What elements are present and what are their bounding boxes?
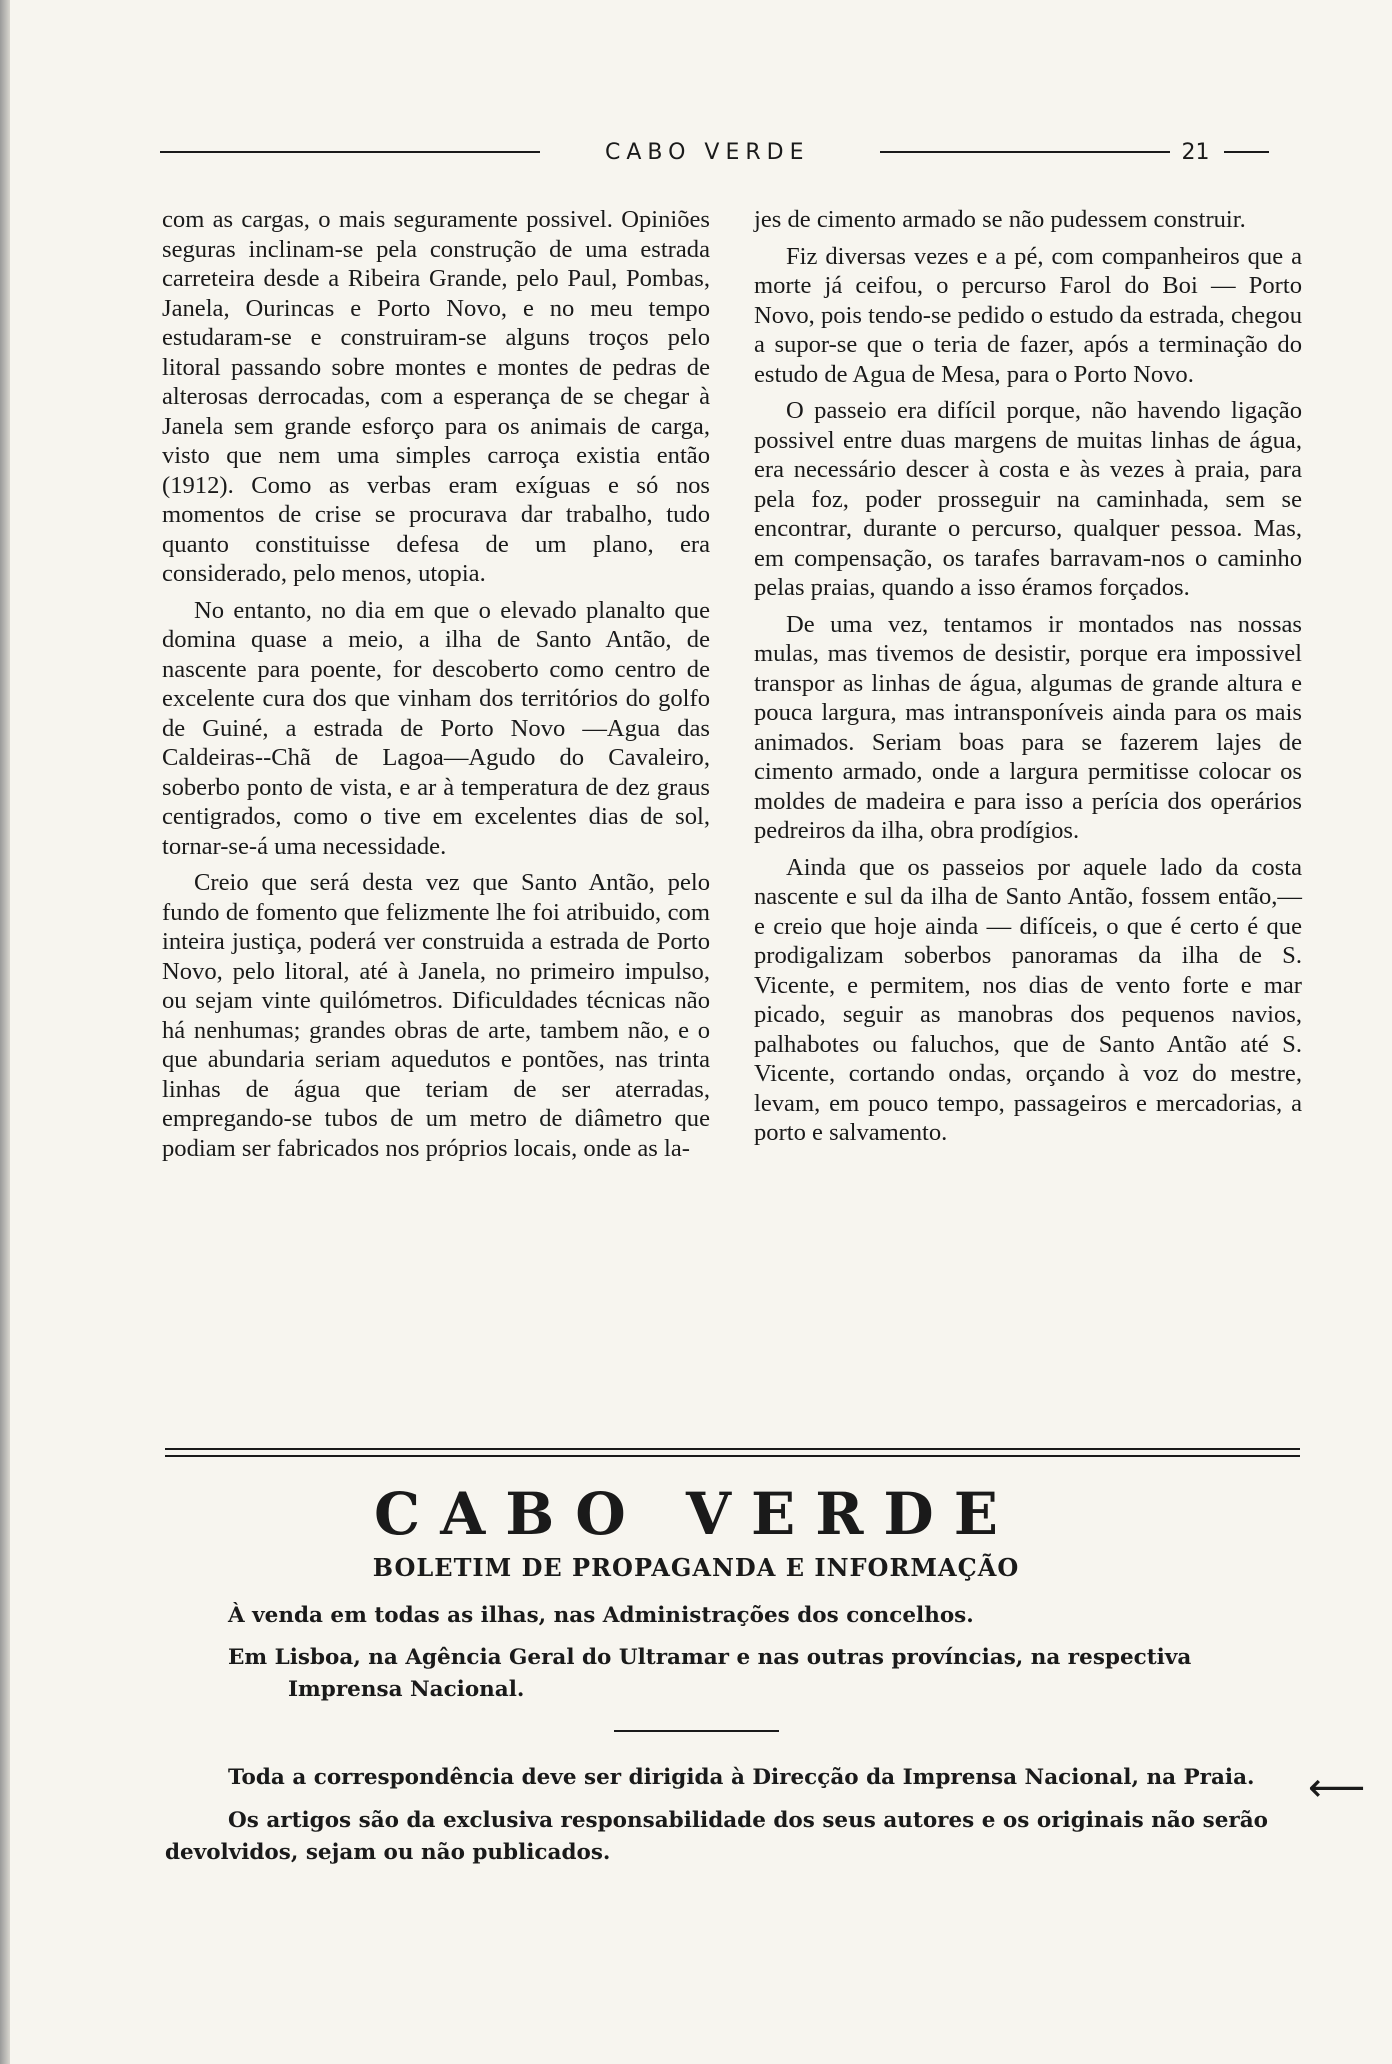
disclaimer-notice	[165, 1805, 1315, 1869]
lisbon-notice-line: Imprensa Nacional.	[288, 1677, 525, 1702]
paragraph: Fiz diversas vezes e a pé, com companheiros que a morte já ceifou, o percurso Farol do Boi — Porto Novo, pois tendo-se pedido o estudo da estrada, chegou a supor-se que o teria de fazer, após a terminação do estudo de Agua de Mesa, para o Porto Novo.	[754, 242, 1302, 388]
lisbon-notice	[228, 1642, 1298, 1706]
header-rule-left	[160, 151, 540, 153]
right-column	[754, 205, 1302, 1415]
advert-title: CABO VERDE	[374, 1480, 1018, 1548]
disclaimer-line: devolvidos, sejam ou não publicados.	[165, 1840, 611, 1865]
disclaimer-line: Os artigos são da exclusiva responsabilidade dos seus autores e os originais não serão	[228, 1808, 1268, 1833]
header-rule-right	[880, 151, 1170, 153]
paragraph: No entanto, no dia em que o elevado planalto que domina quase a meio, a ilha de Santo Antão, de nascente para poente, for descoberto como centro de excelente cura dos que vinham dos territórios do golfo de Guiné, a estrada de Porto Novo —Agua das Caldeiras--Chã de Lagoa—Agudo do Cavaleiro, soberbo ponto de vista, e ar à temperatura de dez graus centigrados, como o tive em excelentes dias de sol, tornar-se-á uma necessidade.	[162, 596, 710, 860]
section-divider	[165, 1448, 1300, 1462]
sales-notice: À venda em todas as ilhas, nas Administrações dos concelhos.	[228, 1603, 974, 1628]
short-divider	[614, 1730, 779, 1732]
paragraph: com as cargas, o mais seguramente possivel. Opiniões seguras inclinam-se pela construção de uma estrada carreteira desde a Ribeira Grande, pelo Paul, Pombas, Janela, Ourincas e Porto Novo, e no meu tempo estudaram-se e construiram-se alguns troços pelo litoral passando sobre montes e montes de pedras de alterosas derrocadas, com a esperança de se chegar à Janela sem grande esforço para os animais de carga, visto que nem uma simples carroça existia então (1912). Como as verbas eram exíguas e só nos momentos de crise se procurava dar trabalho, tudo quanto constituisse defesa de um plano, era considerado, pelo menos, utopia.	[162, 206, 710, 587]
header-rule-tail	[1224, 151, 1269, 153]
hand-drawn-arrow-icon: ⟵	[1308, 1765, 1366, 1811]
article-body	[162, 205, 1302, 1415]
scan-edge	[0, 0, 10, 2064]
paragraph: jes de cimento armado se não pudessem construir.	[754, 206, 1246, 233]
paragraph: Creio que será desta vez que Santo Antão, pelo fundo de fomento que felizmente lhe foi atribuido, com inteira justiça, poderá ver construida a estrada de Porto Novo, pelo litoral, até à Janela, no primeiro impulso, ou sejam vinte quilómetros. Dificuldades técnicas não há nenhumas; grandes obras de arte, tambem não, e o que abundaria seriam aquedutos e pontões, nas trinta linhas de água que teriam de ser aterradas, empregando-se tubos de um metro de diâmetro que podiam ser fabricados nos próprios locais, onde as la-	[162, 869, 710, 1162]
correspondence-notice: Toda a correspondência deve ser dirigida à Direcção da Imprensa Nacional, na Praia.	[228, 1765, 1255, 1790]
running-header	[160, 132, 1300, 172]
paragraph: De uma vez, tentamos ir montados nas nossas mulas, mas tivemos de desistir, porque era impossivel transpor as linhas de água, algumas de grande altura e pouca largura, mas intransponíveis ainda para os mais animados. Seriam boas para se fazerem lajes de cimento armado, onde a largura permitisse colocar os moldes de madeira e para isso a perícia dos operários pedreiros da ilha, obra prodígios.	[754, 610, 1302, 844]
header-title: CABO VERDE	[605, 139, 810, 165]
page-number: 21	[1181, 139, 1210, 165]
paragraph: O passeio era difícil porque, não havendo ligação possivel entre duas margens de muitas linhas de água, era necessário descer à costa e às vezes à praia, para pela foz, poder prosseguir na caminhada, sem se encontrar, durante o percurso, qualquer pessoa. Mas, em compensação, os tarafes barravam-nos o caminho pelas praias, quando a isso éramos forçados.	[754, 397, 1302, 601]
advert-subtitle: BOLETIM DE PROPAGANDA E INFORMAÇÃO	[372, 1553, 1020, 1582]
left-column	[162, 205, 710, 1415]
paragraph: Ainda que os passeios por aquele lado da costa nascente e sul da ilha de Santo Antão, fossem então,— e creio que hoje ainda — difíceis, o que é certo é que prodigalizam soberbos panoramas da ilha de S. Vicente, e permitem, nos dias de vento forte e mar picado, seguir as manobras dos pequenos navios, palhabotes ou faluchos, que de Santo Antão até S. Vicente, cortando ondas, orçando à voz do mestre, levam, em pouco tempo, passageiros e mercadorias, a porto e salvamento.	[754, 853, 1302, 1146]
lisbon-notice-line: Em Lisboa, na Agência Geral do Ultramar e nas outras províncias, na respectiva	[228, 1645, 1192, 1670]
